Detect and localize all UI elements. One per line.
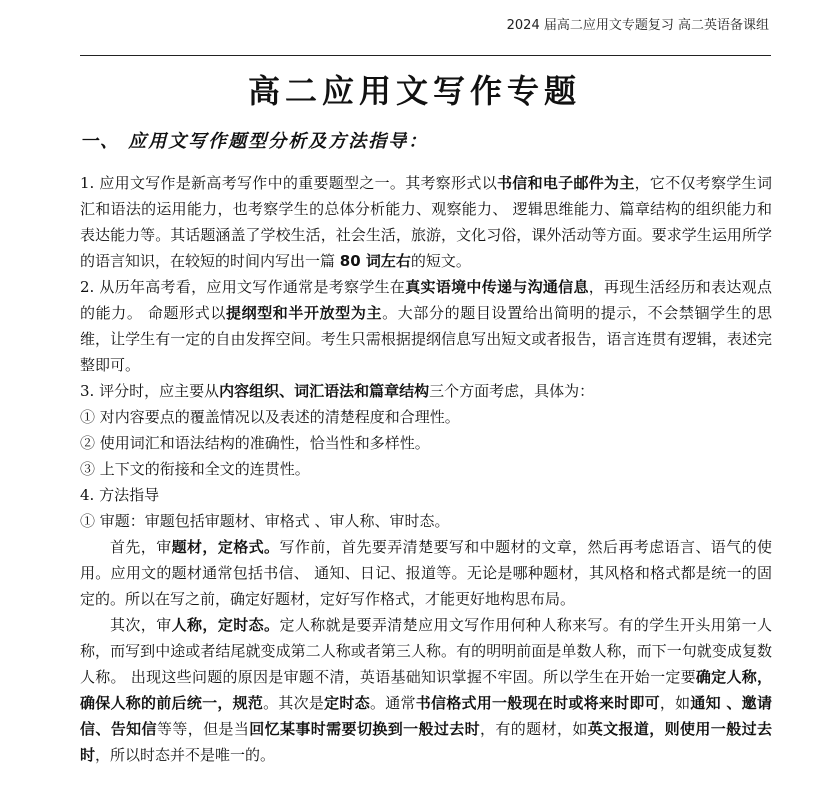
text-span: 。其次是 [263,694,325,712]
text-span: ，它不仅考察学生词汇和语法的运用能力，也考察学生的总体分析能力、观察能力、 逻辑思维能力、篇章结构的组织能力和表达能力等。其话题涵盖了学校生活，社会生活，旅游，文化习俗，课外活动等方面。要求学生运用所学的语言知识，在较短的时间内写出一篇 [80,174,772,270]
text-span: 定人称就是要弄清楚应用文写作用何种人称来写。有的学生开头用第一人称，而写到中途或者结尾就变成第二人称或者第三人称。有的明明前面是单数人称，而下一句就变成复数人称。 出现这些问题的原因是审题不清，英语基础知识掌握不牢固。所以学生在开始一定要 [80,616,772,686]
text-span: 3. 评分时，应主要从 [80,382,220,400]
text-span: ，再现生活经历和表达观点的能力。 命题形式以 [80,278,772,322]
header-rule [80,55,771,56]
paragraph-2 [80,274,772,378]
bold-text: 真实语境中传递与沟通信息 [405,278,589,296]
paragraph-1 [80,170,772,274]
text-span: 首先，审 [110,538,172,556]
paragraph-person-tense [80,612,772,768]
text-span: ，所以时态并不是唯一的。 [95,746,276,764]
text-span: 写作前，首先要弄清楚要写和中题材的文章，然后再考虑语言、语气的使用。应用文的题材通常包括书信、 通知、日记、报道等。无论是哪种题材，其风格和格式都是统一的固定的。所以在写之前，确定好题材，定好写作格式，才能更好地构思布局。 [80,538,772,608]
text-span: 等等，但是当 [156,720,250,738]
bold-text: 题材，定格式。 [171,538,280,556]
method-heading: 4. 方法指导 [80,486,160,504]
paragraph-3 [80,378,772,404]
bold-text: 提纲型和半开放型为主 [225,304,383,322]
text-span: ，如 [659,694,691,712]
bold-text: 定时态 [324,694,370,712]
text-span: 。大部分的题目设置给出简明的提示，不会禁锢学生的思维，让学生有一定的自由发挥空间。考生只需根据提纲信息写出短文或者报告，语言连贯有逻辑，表述完整即可。 [80,304,772,374]
text-span: 2. 从历年高考看，应用文写作通常是考察学生在 [80,278,406,296]
bold-text: 英文报道，则使用一般过去时 [80,720,772,764]
text-span: 1. 应用文写作是新高考写作中的重要题型之一。其考察形式以 [80,174,497,192]
paragraph-theme-format [80,534,772,612]
page-title: 高二应用文写作专题 [247,72,581,110]
page-header: 2024 届高二应用文专题复习 高二英语备课组 [506,18,769,33]
bold-text: 回忆某事时需要切换到一般过去时 [249,720,481,738]
section-heading-1: 一、 应用文写作题型分析及方法指导： [80,131,429,152]
text-span: 其次，审 [110,616,172,634]
text-span: 的短文。 [410,252,471,270]
bold-text: 内容组织、词汇语法和篇章结构 [219,382,430,400]
criteria-item: ① 对内容要点的覆盖情况以及表述的清楚程度和合理性。 [80,408,460,426]
body-text [80,170,772,768]
text-span: ，有的题材，如 [480,720,588,738]
bold-text: 80 词左右 [339,252,411,270]
bold-text: 书信和电子邮件为主 [496,174,635,192]
bold-text: 确定人称，确保人称的前后统一，规范 [80,668,772,712]
text-span: 。通常 [369,694,416,712]
method-subitem: ① 审题：审题包括审题材、审格式 、审人称、审时态。 [80,512,450,530]
bold-text: 人称，定时态。 [171,616,280,634]
criteria-item: ③ 上下文的衔接和全文的连贯性。 [80,460,310,478]
bold-text: 通知 、邀请信、告知信 [80,694,772,738]
text-span: 三个方面考虑，具体为： [429,382,595,400]
bold-text: 书信格式用一般现在时或将来时即可 [415,694,660,712]
criteria-item: ② 使用词汇和语法结构的准确性，恰当性和多样性。 [80,434,430,452]
